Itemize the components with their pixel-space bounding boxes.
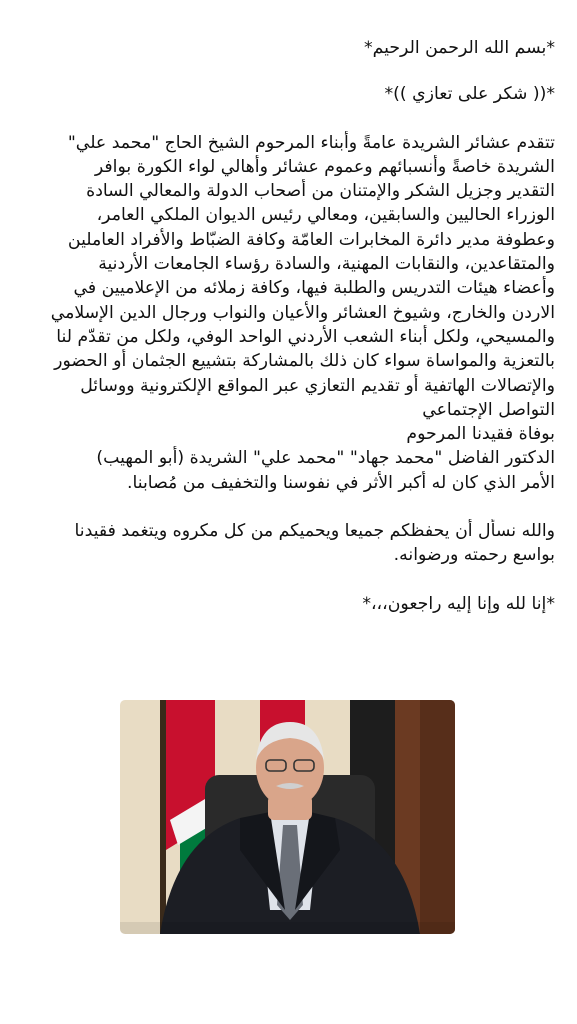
basmala: *بسم الله الرحمن الرحيم* — [364, 38, 555, 58]
notice-title: *(( شكر على تعازي ))* — [384, 84, 555, 105]
closing-verse: *إنا لله وإنا إليه راجعون،،،* — [362, 593, 555, 614]
body-line: الأمر الذي كان له أكبر الأثر في نفوسنا والتخفيف من مُصابنا. — [127, 472, 555, 493]
body-line: والإتصالات الهاتفية أو تقديم التعازي عبر المواقع الإلكترونية ووسائل — [80, 375, 555, 396]
notice-body — [20, 131, 555, 495]
portrait-illustration — [120, 700, 455, 934]
prayer-line: والله نسأل أن يحفظكم جميعا ويحميكم من كل مكروه ويتغمد فقيدنا — [74, 521, 555, 542]
desk-shadow — [120, 922, 455, 934]
body-line: التقدير وجزيل الشكر والإمتنان من أصحاب الدولة والمعالي السادة — [86, 181, 555, 202]
body-line: وعطوفة مدير دائرة المخابرات العامّة وكافة الضبّاط والأفراد العاملين — [67, 229, 555, 250]
condolence-thanks-notice — [20, 36, 555, 616]
body-line: تتقدم عشائر الشريدة عامةً وأبناء المرحوم الشيخ الحاج "محمد علي" — [67, 132, 555, 153]
body-line: الشريدة خاصةً وأنسبائهم وعموم عشائر وأهالي لواء الكورة بوافر — [94, 156, 555, 177]
body-line: التواصل الإجتماعي — [422, 399, 555, 420]
body-line: والمتقاعدين، والنقابات المهنية، والسادة رؤساء الجامعات الأردنية — [98, 254, 555, 275]
bookshelf-shadow — [420, 700, 455, 934]
body-line: الاردن والخارج، وشيوخ العشائر والأعيان والنواب ورجال الدين الإسلامي — [50, 302, 555, 323]
body-line: بالتعزية والمواساة سواء كان ذلك بالمشاركة بتشييع الجثمان أو الحضور — [54, 351, 555, 372]
prayer-paragraph — [20, 519, 555, 568]
body-line: والمسيحي، ولكل أبناء الشعب الأردني الواحد الوفي، ولكل من تقدّم لنا — [56, 326, 555, 347]
body-line: وأعضاء هيئات التدريس والطلبة فيها، وكافة زملائه من الإعلاميين في — [73, 278, 555, 299]
body-line: بوفاة فقيدنا المرحوم — [406, 424, 555, 445]
body-line: الدكتور الفاضل "محمد جهاد" "محمد علي" الشريدة (أبو المهيب) — [96, 448, 555, 469]
portrait-photo — [120, 700, 455, 934]
prayer-line: بواسع رحمته ورضوانه. — [393, 545, 555, 566]
flagpole-left — [160, 700, 166, 934]
body-line: الوزراء الحاليين والسابقين، ومعالي رئيس الديوان الملكي العامر، — [96, 205, 555, 226]
